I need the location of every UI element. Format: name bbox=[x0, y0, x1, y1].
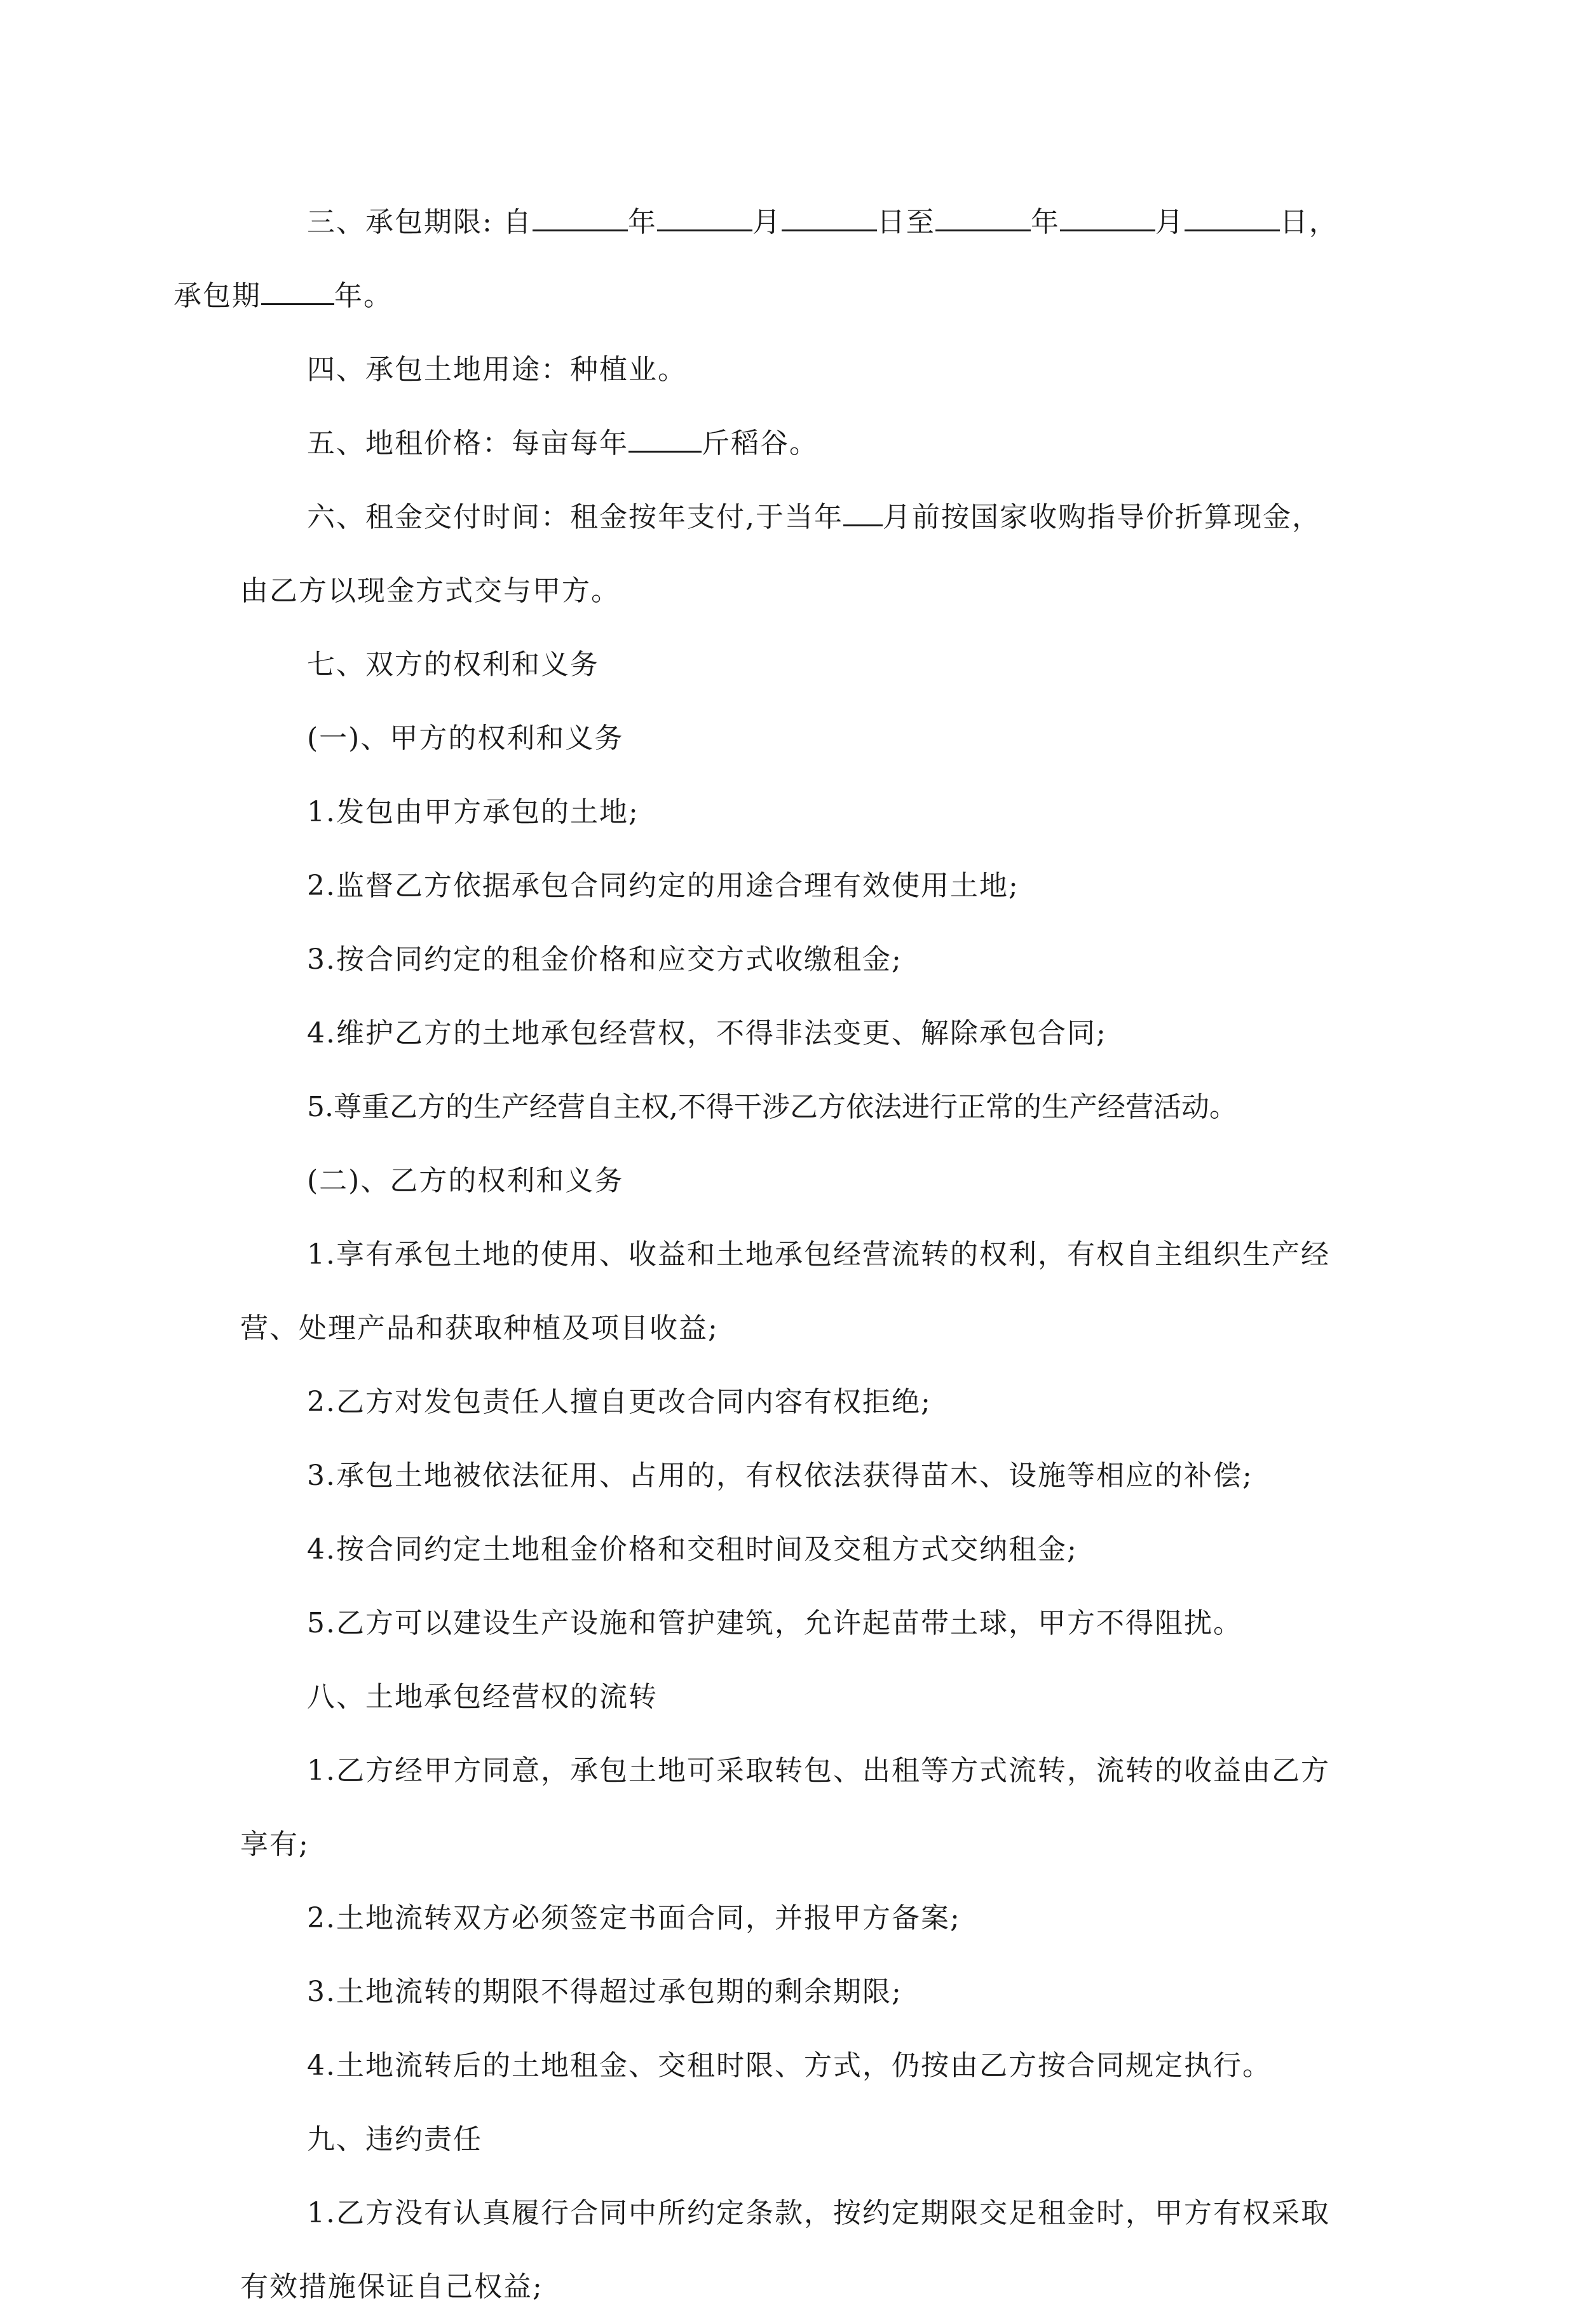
clause-7-1-item: 1.发包由甲方承包的土地; bbox=[307, 796, 639, 828]
clause-9-heading: 九、违约责任 bbox=[307, 2123, 482, 2156]
clause-7-2-item: 5.乙方可以建设生产设施和管护建筑，允许起苗带土球，甲方不得阻扰。 bbox=[307, 1607, 1242, 1639]
end-month-blank[interactable] bbox=[1060, 204, 1155, 231]
clause-7-1-item: 5.尊重乙方的生产经营自主权,不得干涉乙方依法进行正常的生产经营活动。 bbox=[307, 1091, 1237, 1123]
clause-4-land-use: 四、承包土地用途：种植业。 bbox=[307, 353, 687, 386]
clause-text: 月 bbox=[1155, 206, 1185, 238]
clause-8-item: 4.土地流转后的土地租金、交租时限、方式，仍按由乙方按合同规定执行。 bbox=[307, 2049, 1272, 2082]
day-blank[interactable] bbox=[782, 204, 877, 231]
clause-text: 年。 bbox=[334, 280, 393, 312]
clause-text: 年 bbox=[1030, 206, 1060, 238]
clause-7-2-heading: (二)、乙方的权利和义务 bbox=[307, 1165, 624, 1197]
clause-text: 承包期 bbox=[173, 280, 261, 312]
term-years-blank[interactable] bbox=[261, 278, 334, 305]
clause-text: 日至 bbox=[876, 206, 935, 238]
contract-body bbox=[173, 186, 1349, 2324]
clause-text: 三、承包期限: 自 bbox=[307, 206, 533, 238]
clause-text: 月前按国家收购指导价折算现金，由乙方以现金方式交与甲方。 bbox=[240, 501, 1321, 607]
clause-7-1-item: 3.按合同约定的租金价格和应交方式收缴租金; bbox=[307, 943, 902, 976]
rent-amount-blank[interactable] bbox=[628, 425, 702, 453]
clause-text: 六、租金交付时间：租金按年支付,于当年 bbox=[307, 501, 843, 533]
clause-text: 五、地租价格：每亩每年 bbox=[307, 427, 628, 460]
clause-text: 斤稻谷。 bbox=[702, 427, 819, 460]
year-blank[interactable] bbox=[533, 204, 628, 231]
clause-8-item: 3.土地流转的期限不得超过承包期的剩余期限; bbox=[307, 1976, 902, 2008]
clause-3-term bbox=[173, 186, 1349, 333]
clause-7-1-item: 4.维护乙方的土地承包经营权，不得非法变更、解除承包合同; bbox=[307, 1017, 1107, 1049]
clause-7-2-item: 3.承包土地被依法征用、占用的，有权依法获得苗木、设施等相应的补偿; bbox=[307, 1459, 1253, 1492]
clause-7-1-heading: (一)、甲方的权利和义务 bbox=[307, 722, 624, 755]
clause-8-item: 2.土地流转双方必须签定书面合同，并报甲方备案; bbox=[307, 1902, 961, 1934]
month-blank[interactable] bbox=[657, 204, 752, 231]
clause-9-item: 1.乙方没有认真履行合同中所约定条款，按约定期限交足租金时，甲方有权采取有效措施保证自己权益; bbox=[240, 2197, 1330, 2303]
clause-text: 月 bbox=[752, 206, 782, 238]
clause-text: 日， bbox=[1279, 206, 1338, 238]
clause-7-2-item: 4.按合同约定土地租金价格和交租时间及交租方式交纳租金; bbox=[307, 1533, 1078, 1566]
clause-6-payment-time bbox=[240, 481, 1349, 628]
clause-7-2-item: 2.乙方对发包责任人擅自更改合同内容有权拒绝; bbox=[307, 1386, 932, 1418]
clause-7-heading: 七、双方的权利和义务 bbox=[307, 648, 599, 681]
clause-7-2-item: 1.享有承包土地的使用、收益和土地承包经营流转的权利，有权自主组织生产经营、处理产品和获取种植及项目收益; bbox=[240, 1238, 1330, 1344]
clause-8-heading: 八、土地承包经营权的流转 bbox=[307, 1681, 658, 1713]
clause-5-rent-price bbox=[240, 407, 1349, 481]
end-year-blank[interactable] bbox=[935, 204, 1031, 231]
clause-7-1-item: 2.监督乙方依据承包合同约定的用途合理有效使用土地; bbox=[307, 870, 1019, 902]
payment-month-blank[interactable] bbox=[843, 499, 883, 526]
clause-text: 年 bbox=[627, 206, 657, 238]
clause-8-item: 1.乙方经甲方同意，承包土地可采取转包、出租等方式流转，流转的收益由乙方享有; bbox=[240, 1754, 1330, 1861]
end-day-blank[interactable] bbox=[1185, 204, 1280, 231]
